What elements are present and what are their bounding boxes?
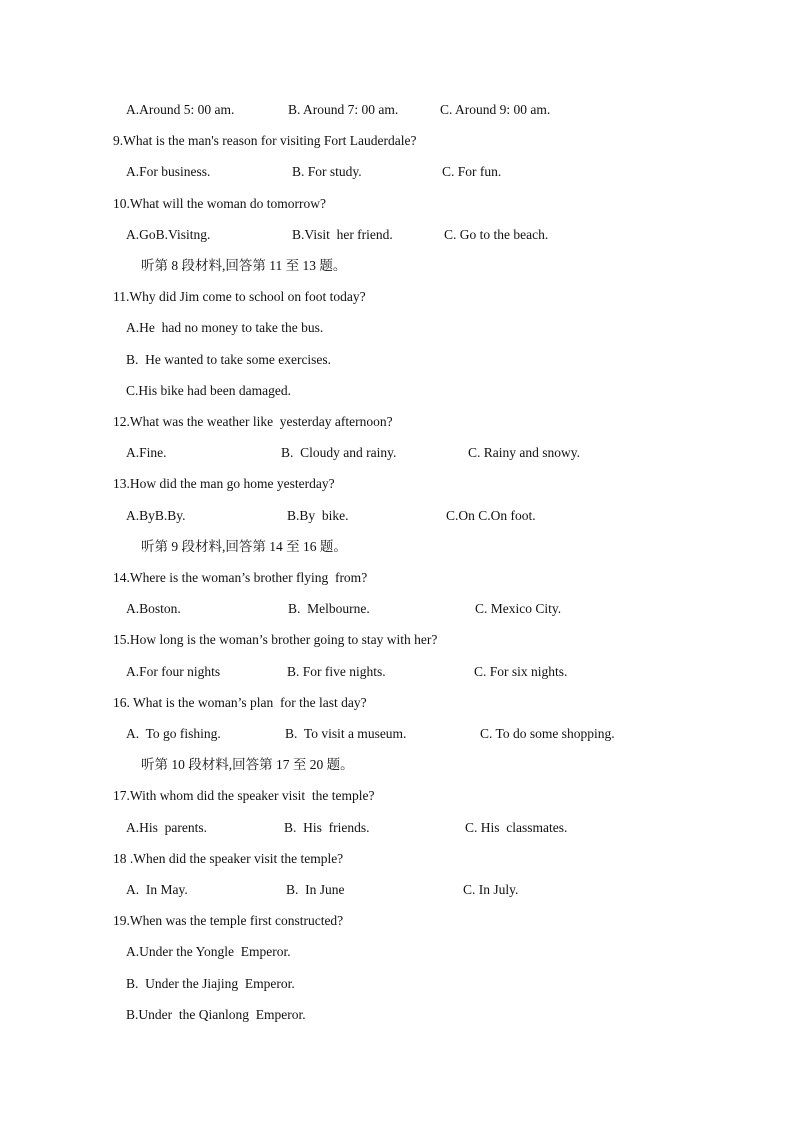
q19-option-c: B.Under the Qianlong Emperor. <box>126 1007 306 1022</box>
q17-question: 17.With whom did the speaker visit the temple? <box>113 788 375 803</box>
section-10-instruction: 听第 10 段材料,回答第 17 至 20 题。 <box>141 757 354 772</box>
q9-option-a: A.For business. <box>126 164 211 179</box>
q13-option-b: B.By bike. <box>287 508 349 523</box>
q19-question: 19.When was the temple first constructed? <box>113 913 344 928</box>
q9-option-c: C. For fun. <box>442 164 502 179</box>
q13-option-c: C.On C.On foot. <box>446 508 536 523</box>
q8-option-a: A.Around 5: 00 am. <box>126 102 235 117</box>
q14-option-b: B. Melbourne. <box>288 601 370 616</box>
q11-option-a: A.He had no money to take the bus. <box>126 320 324 335</box>
q11-option-b: B. He wanted to take some exercises. <box>126 352 332 367</box>
q10-question: 10.What will the woman do tomorrow? <box>113 196 326 211</box>
q17-option-a: A.His parents. <box>126 820 207 835</box>
q10-option-a: A.GoB.Visitng. <box>126 227 211 242</box>
q19-option-b: B. Under the Jiajing Emperor. <box>126 976 295 991</box>
section-9-instruction: 听第 9 段材料,回答第 14 至 16 题。 <box>141 539 347 554</box>
section-8-instruction: 听第 8 段材料,回答第 11 至 13 题。 <box>141 258 347 273</box>
q12-question: 12.What was the weather like yesterday afternoon? <box>113 414 393 429</box>
q8-option-b: B. Around 7: 00 am. <box>288 102 399 117</box>
q18-option-a: A. In May. <box>126 882 188 897</box>
q14-option-c: C. Mexico City. <box>475 601 562 616</box>
q15-question: 15.How long is the woman’s brother going to stay with her? <box>113 632 438 647</box>
q15-option-b: B. For five nights. <box>287 664 386 679</box>
q9-question: 9.What is the man's reason for visiting Fort Lauderdale? <box>113 133 417 148</box>
q16-option-c: C. To do some shopping. <box>480 726 615 741</box>
q10-option-c: C. Go to the beach. <box>444 227 549 242</box>
q13-option-a: A.ByB.By. <box>126 508 186 523</box>
q9-option-b: B. For study. <box>292 164 362 179</box>
q17-option-b: B. His friends. <box>284 820 370 835</box>
q16-question: 16. What is the woman’s plan for the last day? <box>113 695 367 710</box>
q16-option-b: B. To visit a museum. <box>285 726 407 741</box>
q18-option-c: C. In July. <box>463 882 519 897</box>
q12-option-b: B. Cloudy and rainy. <box>281 445 397 460</box>
q15-option-c: C. For six nights. <box>474 664 568 679</box>
q11-option-c: C.His bike had been damaged. <box>126 383 291 398</box>
q8-option-c: C. Around 9: 00 am. <box>440 102 551 117</box>
q14-option-a: A.Boston. <box>126 601 181 616</box>
q12-option-a: A.Fine. <box>126 445 167 460</box>
q12-option-c: C. Rainy and snowy. <box>468 445 580 460</box>
q19-option-a: A.Under the Yongle Emperor. <box>126 944 291 959</box>
q14-question: 14.Where is the woman’s brother flying from? <box>113 570 368 585</box>
q11-question: 11.Why did Jim come to school on foot today? <box>113 289 366 304</box>
q18-question: 18 .When did the speaker visit the temple? <box>113 851 344 866</box>
q13-question: 13.How did the man go home yesterday? <box>113 476 335 491</box>
q17-option-c: C. His classmates. <box>465 820 568 835</box>
q16-option-a: A. To go fishing. <box>126 726 221 741</box>
q10-option-b: B.Visit her friend. <box>292 227 393 242</box>
q15-option-a: A.For four nights <box>126 664 221 679</box>
q18-option-b: B. In June <box>286 882 345 897</box>
